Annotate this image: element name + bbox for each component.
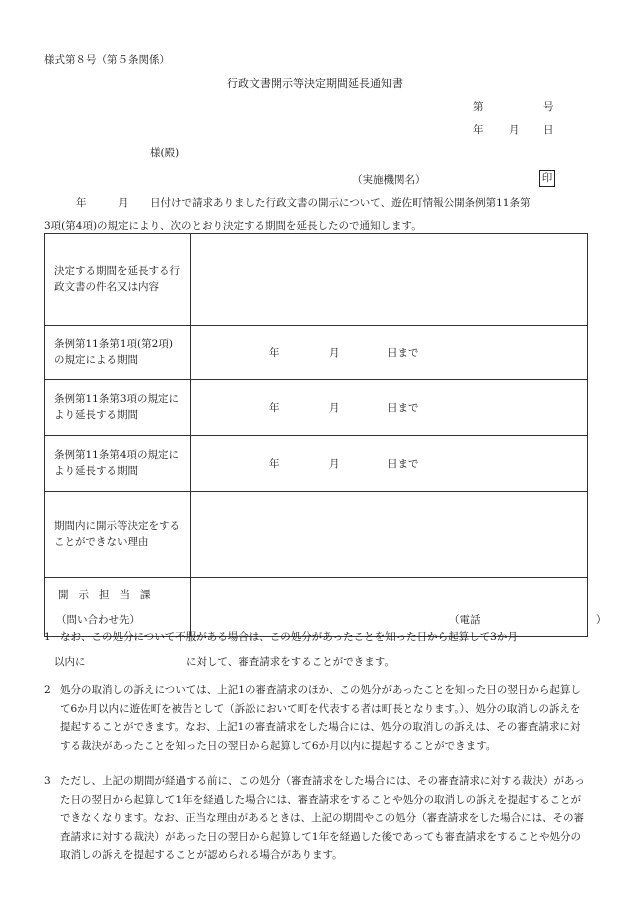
month-label: 月 — [509, 124, 520, 136]
intro-year: 年 — [76, 197, 87, 209]
note-1 — [44, 627, 588, 648]
year-text: 年 — [269, 401, 280, 414]
reason-label: 期間内に開示等決定をすることができない理由 — [45, 492, 191, 578]
note-1-line-2b: に対して、審査請求をすることができます。 — [186, 656, 395, 668]
reason-cell — [191, 492, 588, 578]
note-1-number: 1 — [44, 631, 51, 643]
extended-period-3-cell — [191, 380, 588, 436]
note-3-number: 3 — [44, 775, 51, 787]
phone-open: （電話 — [449, 614, 481, 626]
table-row — [45, 436, 588, 492]
seal-box: 印 — [539, 170, 555, 187]
intro-month: 月 — [118, 197, 129, 209]
issue-date-line — [473, 123, 563, 137]
department-label-top: 開示担当課 — [58, 589, 161, 601]
dai-label: 第 — [473, 101, 484, 113]
document-subject-cell — [191, 234, 588, 326]
extension-details-table — [44, 233, 607, 637]
intro-line-2: 3項(第4項)の規定により、次のとおり決定する期間を延長したので通知します。 — [44, 220, 422, 232]
original-period-cell — [191, 326, 588, 380]
table-row — [45, 492, 588, 578]
form-number: 様式第８号（第５条関係） — [44, 54, 170, 66]
note-2-text: 処分の取消しの訴えについては、上記1の審査請求のほか、この処分があったことを知った日の翌日から起算して6か月以内に遊佐町を被告として（訴訟において町を代表する者は町長となります。）、処分の取消しの訴えを提起することができます。なお、上記1の審査請求をした場合には、処分の取消しの訴えは、その審査請求に対する裁決があったことを知った日の翌日から起算して6か月以内に提起することができます。 — [60, 684, 581, 752]
intro-rest: 日付けで請求ありました行政文書の開示について、遊佐町情報公開条例第11条第 — [150, 197, 531, 209]
note-3 — [44, 772, 588, 865]
until-text: 日まで — [387, 346, 419, 359]
note-1-line-2 — [54, 655, 395, 669]
year-text: 年 — [269, 346, 280, 359]
phone-close: ） — [596, 614, 607, 626]
intro-line-1 — [76, 196, 586, 210]
until-text: 日まで — [387, 457, 419, 470]
addressee: 様(殿) — [150, 147, 180, 159]
table-row — [45, 326, 588, 380]
month-text: 月 — [329, 346, 340, 359]
table-row — [45, 234, 588, 326]
month-text: 月 — [329, 401, 340, 414]
note-3-text: ただし、上記の期間が経過する前に、この処分（審査請求をした場合には、その審査請求に対する裁決）があった日の翌日から起算して1年を経過した場合には、審査請求をすることや処分の取消しの訴えを提起することができなくなります。なお、正当な理由があるときは、上記の期間やこの処分（審査請求をした場合には、その審査請求に対する裁決）があった日の翌日から起算して1年を経過した後であっても審査請求をすることや処分の取消しの訴えを提起することが認められる場合があります。 — [60, 775, 585, 861]
department-label-bottom: （問い合わせ先） — [56, 614, 140, 626]
note-1-line-1: なお、この処分について不服がある場合は、この処分があったことを知った日から起算して3か月 — [60, 631, 518, 643]
agency-name-label: （実施機関名） — [352, 174, 426, 186]
extended-period-3-label: 条例第11条第3項の規定により延長する期間 — [45, 380, 191, 436]
table-row — [45, 380, 588, 436]
year-text: 年 — [269, 457, 280, 470]
month-text: 月 — [329, 457, 340, 470]
note-1-line-2a: 以内に — [54, 656, 86, 668]
extended-period-4-cell — [191, 436, 588, 492]
note-2-number: 2 — [44, 684, 51, 696]
go-label: 号 — [543, 101, 554, 113]
day-label: 日 — [543, 124, 554, 136]
extended-period-4-label: 条例第11条第4項の規定により延長する期間 — [45, 436, 191, 492]
document-subject-label: 決定する期間を延長する行政文書の件名又は内容 — [45, 234, 191, 326]
year-label: 年 — [473, 124, 484, 136]
document-title: 行政文書開示等決定期間延長通知書 — [227, 77, 403, 90]
until-text: 日まで — [387, 401, 419, 414]
original-period-label: 条例第11条第1項(第2項)の規定による期間 — [45, 326, 191, 380]
note-2 — [44, 681, 588, 755]
